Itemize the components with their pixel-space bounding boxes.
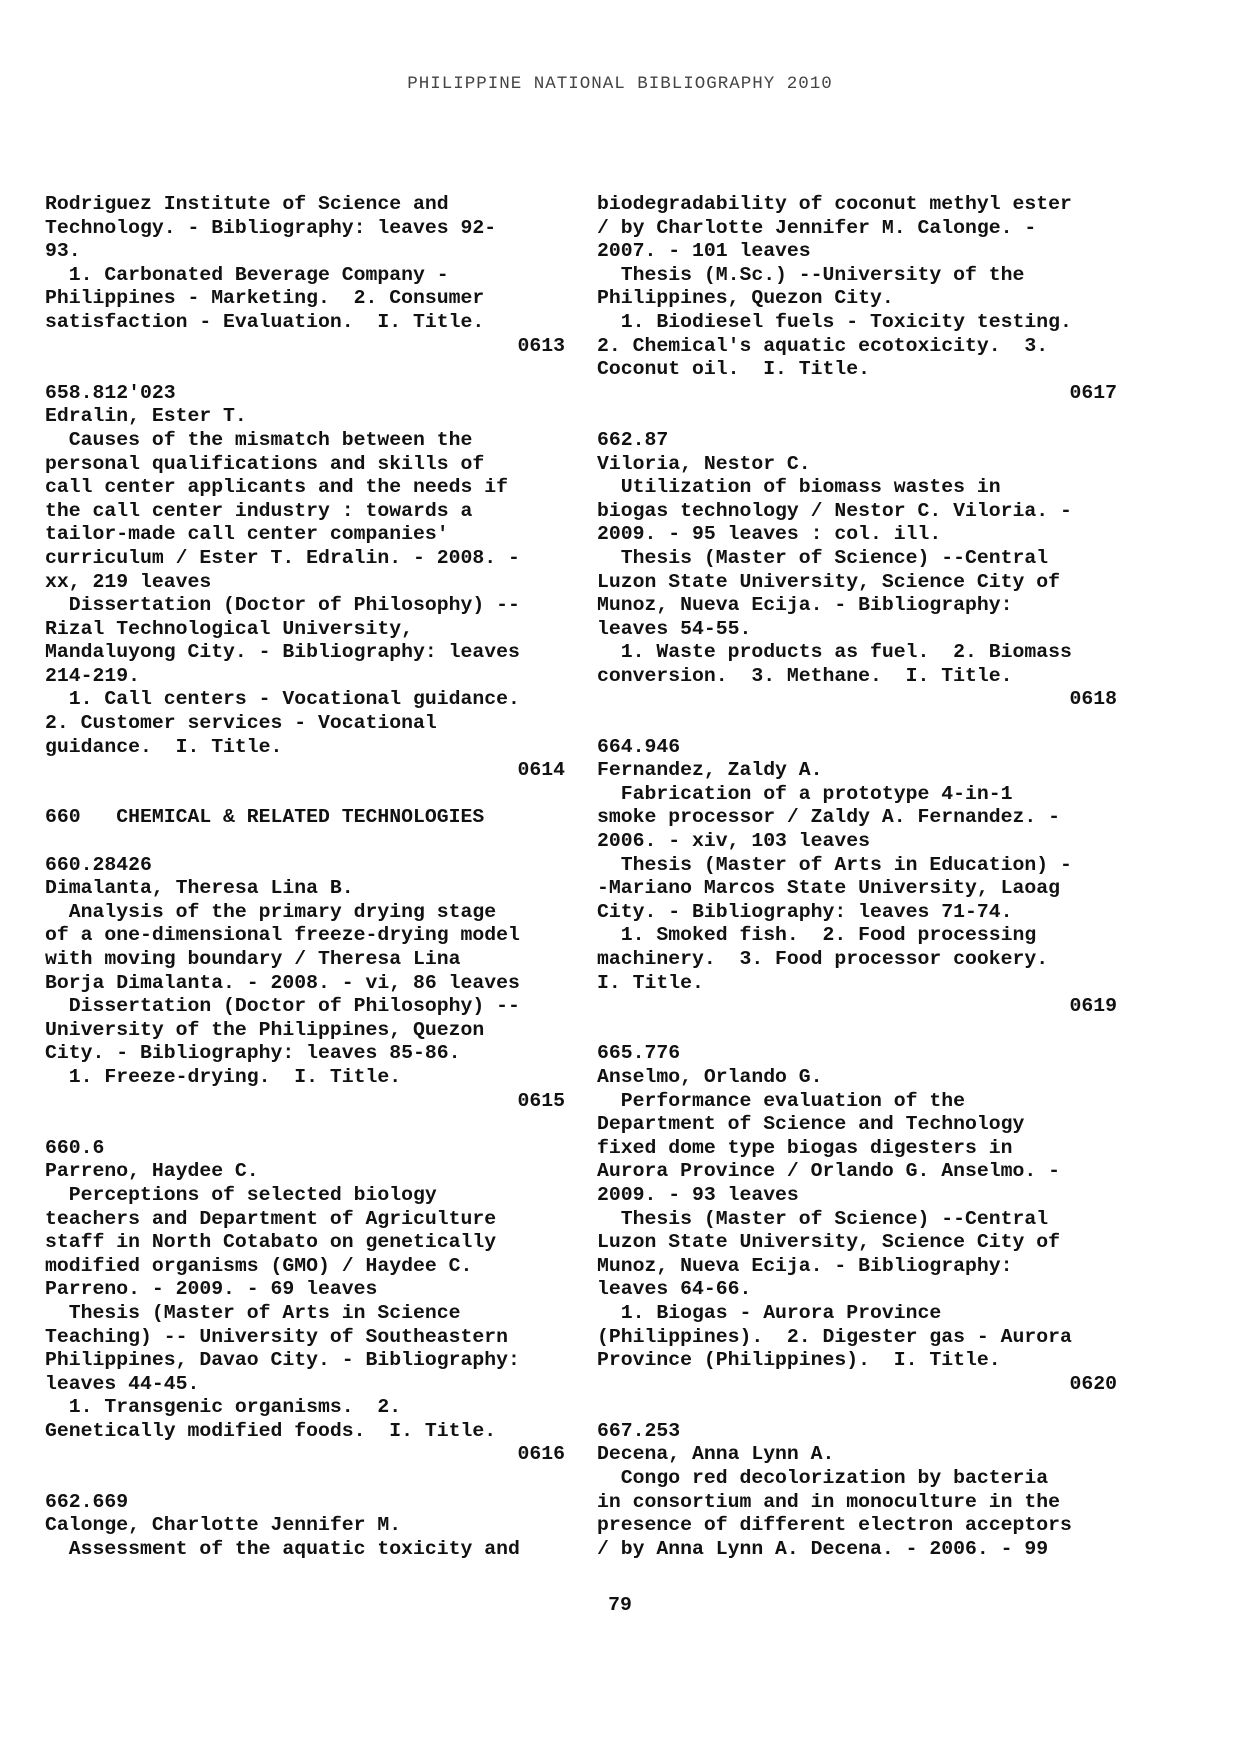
entry-line: / by Anna Lynn A. Decena. - 2006. - 99 <box>597 1537 1049 1560</box>
author: Parreno, Haydee C. <box>45 1160 259 1183</box>
entry-line: City. - Bibliography: leaves 71-74. <box>597 900 1013 923</box>
entry-line: call center applicants and the needs if <box>45 476 508 499</box>
entry-line: of a one-dimensional freeze-drying model <box>45 924 520 947</box>
author: Fernandez, Zaldy A. <box>597 759 823 782</box>
entry-line: leaves 44-45. <box>45 1372 200 1395</box>
entry-line: the call center industry : towards a <box>45 499 473 522</box>
subject-headings: I. Title. <box>597 971 704 994</box>
author: Dimalanta, Theresa Lina B. <box>45 877 354 900</box>
entry-line: 2009. - 95 leaves : col. ill. <box>597 523 942 546</box>
entry-line: Dissertation (Doctor of Philosophy) -- <box>45 995 520 1018</box>
entry-line: leaves 64-66. <box>597 1278 752 1301</box>
subject-headings: Philippines - Marketing. 2. Consumer <box>45 287 485 310</box>
subject-headings: Coconut oil. I. Title. <box>597 358 871 381</box>
entry-line: personal qualifications and skills of <box>45 452 485 475</box>
entry-line: 214-219. <box>45 664 140 687</box>
entry-line: smoke processor / Zaldy A. Fernandez. - <box>597 806 1060 829</box>
entry-line: Causes of the mismatch between the <box>45 428 473 451</box>
subject-headings: 1. Waste products as fuel. 2. Biomass <box>597 641 1072 664</box>
entry-line: Teaching) -- University of Southeastern <box>45 1325 508 1348</box>
entry-line: -Mariano Marcos State University, Laoag <box>597 877 1060 900</box>
entry-line: with moving boundary / Theresa Lina <box>45 948 461 970</box>
entry-number: 0617 <box>1069 381 1117 404</box>
author: Edralin, Ester T. <box>45 405 247 428</box>
blank-line <box>45 358 565 382</box>
entry-line: in consortium and in monoculture in the <box>597 1490 1060 1513</box>
entry-line: Performance evaluation of the <box>597 1089 965 1112</box>
entry-line: / by Charlotte Jennifer M. Calonge. - <box>597 216 1037 239</box>
entry-line: 2007. - 101 leaves <box>597 240 811 263</box>
entry-line: teachers and Department of Agriculture <box>45 1207 497 1230</box>
entry-line: presence of different electron acceptors <box>597 1514 1072 1537</box>
author: Decena, Anna Lynn A. <box>597 1443 835 1466</box>
entry-number: 0614 <box>517 759 565 782</box>
call-number: 660.28426 <box>45 853 152 876</box>
entry-line: biodegradability of coconut methyl ester <box>597 193 1072 215</box>
subject-headings: 1. Freeze-drying. I. Title. <box>45 1065 402 1088</box>
blank-line <box>45 1113 565 1137</box>
running-header: PHILIPPINE NATIONAL BIBLIOGRAPHY 2010 <box>407 74 833 94</box>
subject-headings: 2. Chemical's aquatic ecotoxicity. 3. <box>597 334 1049 357</box>
entry-line: Parreno. - 2009. - 69 leaves <box>45 1278 378 1301</box>
subject-headings: (Philippines). 2. Digester gas - Aurora <box>597 1325 1072 1348</box>
subject-headings: machinery. 3. Food processor cookery. <box>597 948 1049 970</box>
author: Viloria, Nestor C. <box>597 452 811 475</box>
entry-line: fixed dome type biogas digesters in <box>597 1136 1013 1159</box>
subject-headings: 1. Biogas - Aurora Province <box>597 1301 942 1324</box>
subject-headings: 1. Call centers - Vocational guidance. <box>45 688 520 711</box>
blank-line <box>597 1396 1117 1420</box>
blank-line <box>597 1019 1117 1043</box>
entry-line: Technology. - Bibliography: leaves 92- <box>45 216 497 239</box>
entry-line: tailor-made call center companies' <box>45 523 449 546</box>
entry-line: staff in North Cotabato on genetically <box>45 1231 497 1254</box>
entry-line: Mandaluyong City. - Bibliography: leaves <box>45 641 520 664</box>
entry-line: Rizal Technological University, <box>45 617 413 640</box>
entry-line: Congo red decolorization by bacteria <box>597 1467 1049 1490</box>
section-heading: 660 CHEMICAL & RELATED TECHNOLOGIES <box>45 806 485 829</box>
call-number: 665.776 <box>597 1042 681 1065</box>
entry-line: biogas technology / Nestor C. Viloria. - <box>597 499 1072 522</box>
blank-line <box>45 830 565 854</box>
entry-line: Department of Science and Technology <box>597 1113 1025 1136</box>
blank-line <box>597 712 1117 736</box>
call-number: 664.946 <box>597 735 681 758</box>
subject-headings: 1. Transgenic organisms. 2. <box>45 1396 402 1419</box>
entry-line: xx, 219 leaves <box>45 570 212 593</box>
entry-number: 0620 <box>1069 1372 1117 1395</box>
entry-line: City. - Bibliography: leaves 85-86. <box>45 1042 461 1065</box>
entry-number: 0616 <box>517 1443 565 1466</box>
entry-line: Perceptions of selected biology <box>45 1183 437 1206</box>
entry-line: University of the Philippines, Quezon <box>45 1018 485 1041</box>
call-number: 658.812'023 <box>45 381 176 404</box>
entry-line: Fabrication of a prototype 4-in-1 <box>597 782 1013 805</box>
entry-line: Dissertation (Doctor of Philosophy) -- <box>45 594 520 617</box>
entry-line: Luzon State University, Science City of <box>597 1231 1060 1254</box>
subject-headings: Province (Philippines). I. Title. <box>597 1349 1001 1372</box>
entry-line: modified organisms (GMO) / Haydee C. <box>45 1254 473 1277</box>
blank-line <box>597 405 1117 429</box>
entry-line: Borja Dimalanta. - 2008. - vi, 86 leaves <box>45 971 520 994</box>
entry-line: curriculum / Ester T. Edralin. - 2008. - <box>45 546 520 569</box>
author: Anselmo, Orlando G. <box>597 1065 823 1088</box>
call-number: 662.87 <box>597 428 669 451</box>
page-number: 79 <box>608 1594 632 1616</box>
entry-line: Philippines, Quezon City. <box>597 287 894 310</box>
subject-headings: 1. Biodiesel fuels - Toxicity testing. <box>597 310 1072 333</box>
call-number: 662.669 <box>45 1490 129 1513</box>
right-column <box>597 193 1117 1561</box>
call-number: 667.253 <box>597 1419 681 1442</box>
entry-line: 93. <box>45 240 81 263</box>
subject-headings: 1. Smoked fish. 2. Food processing <box>597 924 1037 947</box>
subject-headings: Genetically modified foods. I. Title. <box>45 1419 497 1442</box>
entry-line: Munoz, Nueva Ecija. - Bibliography: <box>597 594 1013 617</box>
blank-line <box>45 783 565 807</box>
entry-line: Aurora Province / Orlando G. Anselmo. - <box>597 1160 1060 1183</box>
entry-line: Munoz, Nueva Ecija. - Bibliography: <box>597 1254 1013 1277</box>
entry-line: Assessment of the aquatic toxicity and <box>45 1537 520 1560</box>
entry-number: 0618 <box>1069 688 1117 711</box>
entry-line: Thesis (M.Sc.) --University of the <box>597 263 1025 286</box>
entry-number: 0619 <box>1069 995 1117 1018</box>
author: Calonge, Charlotte Jennifer M. <box>45 1514 402 1537</box>
left-column <box>45 193 565 1561</box>
entry-line: Rodriguez Institute of Science and <box>45 193 449 215</box>
entry-number: 0615 <box>517 1089 565 1112</box>
subject-headings: 2. Customer services - Vocational <box>45 712 437 735</box>
entry-line: 2006. - xiv, 103 leaves <box>597 830 871 853</box>
subject-headings: conversion. 3. Methane. I. Title. <box>597 664 1013 687</box>
entry-line: Thesis (Master of Science) --Central <box>597 1207 1049 1230</box>
entry-number: 0613 <box>517 334 565 357</box>
entry-line: Philippines, Davao City. - Bibliography: <box>45 1349 520 1372</box>
subject-headings: 1. Carbonated Beverage Company - <box>45 263 449 286</box>
subject-headings: guidance. I. Title. <box>45 735 283 758</box>
entry-line: Thesis (Master of Arts in Education) - <box>597 853 1072 876</box>
entry-line: Thesis (Master of Science) --Central <box>597 546 1049 569</box>
entry-line: 2009. - 93 leaves <box>597 1183 799 1206</box>
blank-line <box>45 1467 565 1491</box>
entry-line: Luzon State University, Science City of <box>597 570 1060 593</box>
entry-line: leaves 54-55. <box>597 617 752 640</box>
entry-line: Utilization of biomass wastes in <box>597 476 1001 499</box>
entry-line: Analysis of the primary drying stage <box>45 900 497 923</box>
entry-line: Thesis (Master of Arts in Science <box>45 1301 461 1324</box>
call-number: 660.6 <box>45 1136 105 1159</box>
subject-headings: satisfaction - Evaluation. I. Title. <box>45 310 485 333</box>
